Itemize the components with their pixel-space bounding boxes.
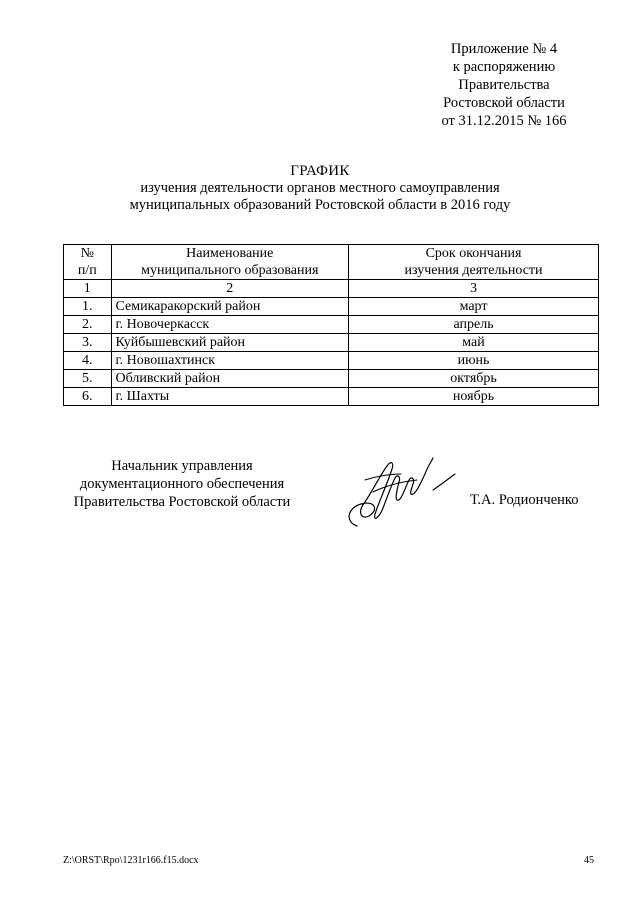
document-subtitle-line: муниципальных образований Ростовской области в 2016 году xyxy=(129,197,511,213)
signatory-position-line: Правительства Ростовской области xyxy=(73,494,291,510)
footer-file-path: Z:\ORST\Rpo\1231r166.f15.docx xyxy=(63,855,199,866)
appendix-line: к распоряжению xyxy=(452,59,556,75)
header-deadline: Срок окончания изучения деятельности xyxy=(349,245,599,280)
row-municipality: Обливский район xyxy=(111,370,349,388)
signatory-name: Т.А. Родионченко xyxy=(470,492,579,508)
row-municipality: г. Шахты xyxy=(111,388,349,406)
row-number: 5. xyxy=(64,370,112,388)
row-deadline: июнь xyxy=(349,352,599,370)
appendix-block xyxy=(410,40,598,130)
document-subtitle-line: изучения деятельности органов местного самоуправления xyxy=(140,180,500,196)
header-municipality: Наименование муниципального образования xyxy=(111,245,349,280)
table-row xyxy=(64,298,599,316)
table-cell: 1 xyxy=(64,280,112,298)
signatory-position xyxy=(62,457,302,511)
signatory-position-line: Начальник управления xyxy=(111,458,253,474)
row-number: 2. xyxy=(64,316,112,334)
row-deadline: ноябрь xyxy=(349,388,599,406)
table-row xyxy=(64,352,599,370)
table-row xyxy=(64,388,599,406)
row-number: 6. xyxy=(64,388,112,406)
table-row xyxy=(64,334,599,352)
row-municipality: г. Новошахтинск xyxy=(111,352,349,370)
table-row xyxy=(64,316,599,334)
row-municipality: Семикаракорский район xyxy=(111,298,349,316)
row-number: 4. xyxy=(64,352,112,370)
table-header-row xyxy=(64,245,599,280)
row-municipality: Куйбышевский район xyxy=(111,334,349,352)
appendix-line: от 31.12.2015 № 166 xyxy=(441,113,567,129)
table-numbering-row xyxy=(64,280,599,298)
document-title: ГРАФИК xyxy=(290,163,350,179)
row-deadline: май xyxy=(349,334,599,352)
row-number: 1. xyxy=(64,298,112,316)
appendix-line: Правительства xyxy=(458,77,550,93)
row-municipality: г. Новочеркасск xyxy=(111,316,349,334)
document-heading xyxy=(0,162,640,214)
table-row xyxy=(64,370,599,388)
appendix-line: Приложение № 4 xyxy=(450,41,558,57)
row-deadline: март xyxy=(349,298,599,316)
schedule-table xyxy=(63,244,599,406)
handwritten-signature xyxy=(335,452,460,534)
header-number: № п/п xyxy=(64,245,112,280)
row-number: 3. xyxy=(64,334,112,352)
appendix-line: Ростовской области xyxy=(443,95,565,111)
row-deadline: октябрь xyxy=(349,370,599,388)
table-cell: 3 xyxy=(349,280,599,298)
row-deadline: апрель xyxy=(349,316,599,334)
signatory-position-line: документационного обеспечения xyxy=(79,476,285,492)
table-cell: 2 xyxy=(111,280,349,298)
page-number: 45 xyxy=(584,855,594,866)
